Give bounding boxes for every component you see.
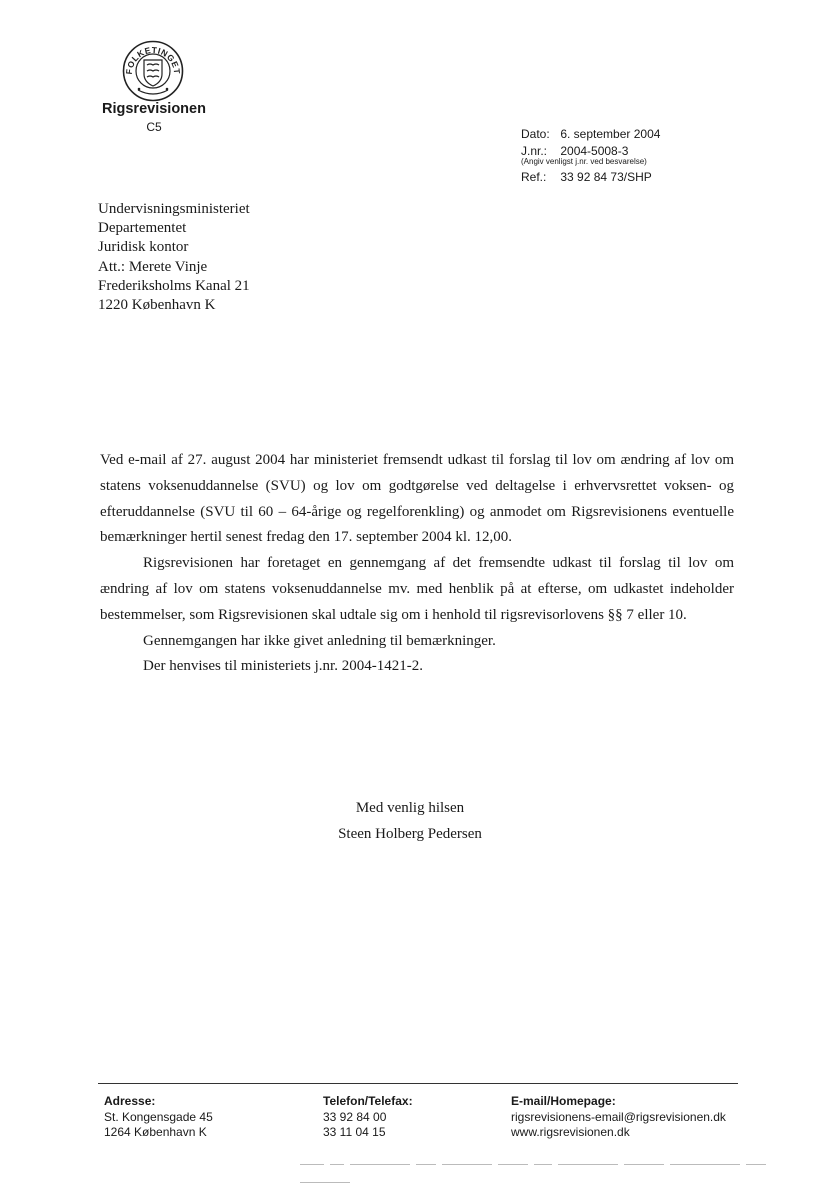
footer-address xyxy=(104,1094,213,1141)
recipient-address xyxy=(98,200,250,315)
ref-value: 33 92 84 73/SHP xyxy=(560,170,652,184)
date-row xyxy=(521,126,660,143)
signatory-name: Steen Holberg Pedersen xyxy=(338,825,482,842)
jnr-label: J.nr.: xyxy=(521,144,548,158)
body-paragraph: Der henvises til ministeriets j.nr. 2004-1421-2. xyxy=(143,658,423,675)
recipient-line: Frederiksholms Kanal 21 xyxy=(98,277,250,294)
body-paragraph: Ved e-mail af 27. august 2004 har ministeriet fremsendt udkast til forslag til lov om ændring af lov om statens voksenuddannelse (SVU) og lov om godtgørelse ved deltagelse i erhvervsrettet voksen- og efteruddannelse (SVU til 60 – 64-årige og regelforenkling) og anmodet om Rigsrevisionens eventuelle bemærkninger hertil senest fredag den 17. september 2004 kl. 12,00. xyxy=(100,452,734,546)
letter-body xyxy=(100,448,734,680)
jnr-value: 2004-5008-3 xyxy=(560,144,629,158)
jnr-note: (Angiv venligst j.nr. ved besvarelse) xyxy=(521,157,647,166)
scan-artifact-dashes xyxy=(300,1164,820,1166)
org-name: Rigsrevisionen xyxy=(102,101,206,117)
footer-phone-heading: Telefon/Telefax: xyxy=(323,1094,413,1108)
footer-address-line: 1264 København K xyxy=(104,1125,207,1139)
closing-greeting: Med venlig hilsen xyxy=(355,800,465,816)
footer-email: rigsrevisionens-email@rigsrevisionen.dk xyxy=(511,1109,726,1124)
folketinget-seal-logo xyxy=(122,40,184,102)
date-value: 6. september 2004 xyxy=(560,127,661,141)
svg-text:FOLKETINGET: FOLKETINGET xyxy=(123,44,183,75)
footer-fax-number: 33 11 04 15 xyxy=(323,1125,386,1139)
recipient-line: Undervisningsministeriet xyxy=(98,201,250,217)
footer-phone-number: 33 92 84 00 xyxy=(323,1109,387,1124)
footer-divider xyxy=(98,1083,738,1084)
letter-closing xyxy=(300,796,520,848)
ref-label: Ref.: xyxy=(521,170,547,184)
footer-address-line: St. Kongensgade 45 xyxy=(104,1109,213,1124)
letter-meta xyxy=(521,126,660,186)
recipient-line: 1220 København K xyxy=(98,297,216,314)
footer-homepage: www.rigsrevisionen.dk xyxy=(511,1125,630,1139)
footer-web-heading: E-mail/Homepage: xyxy=(511,1094,616,1108)
body-paragraph: Gennemgangen har ikke givet anledning til bemærkninger. xyxy=(143,632,496,649)
recipient-line: Departementet xyxy=(98,220,187,237)
footer-web xyxy=(511,1094,726,1141)
footer-phone xyxy=(323,1094,413,1141)
date-label: Dato: xyxy=(521,127,550,141)
body-paragraph: Rigsrevisionen har foretaget en gennemgang af det fremsendte udkast til forslag til lov om ændring af lov om statens voksenuddannelse mv. med henblik på at efterse, om udkastet indeholder bestemmelser, som Rigsrevisionen skal udtale sig om i henhold til rigsrevisorlovens §§ 7 eller 10. xyxy=(100,555,734,623)
recipient-line: Att.: Merete Vinje xyxy=(98,258,208,275)
footer-address-heading: Adresse: xyxy=(104,1094,156,1108)
org-code: C5 xyxy=(146,120,162,134)
ref-row xyxy=(521,169,660,186)
recipient-line: Juridisk kontor xyxy=(98,239,189,256)
